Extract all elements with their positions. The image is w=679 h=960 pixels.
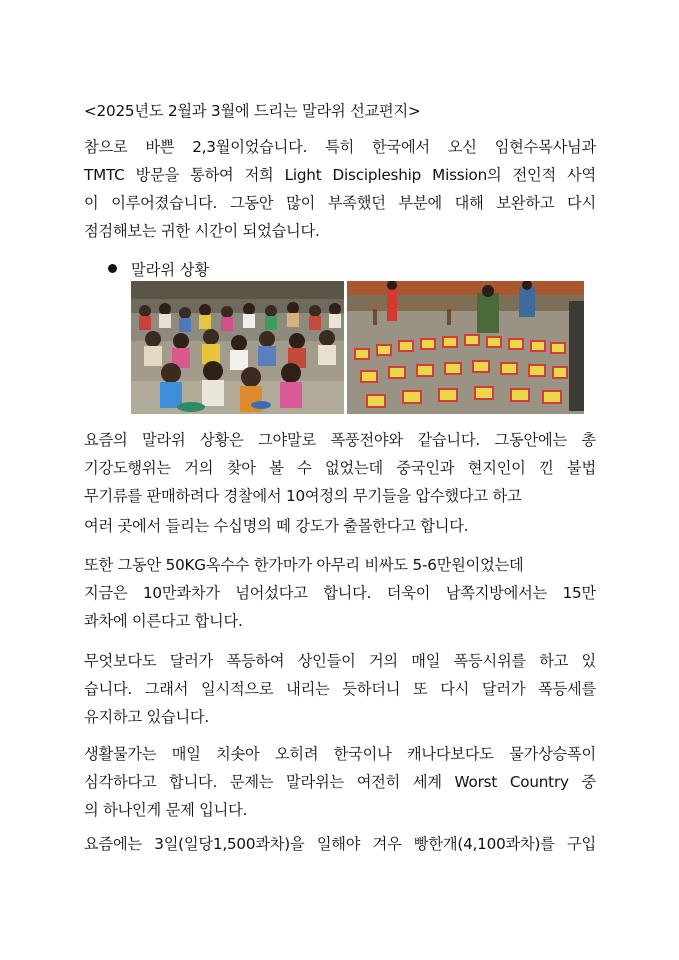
text-line: 무기류를 판매하려다 경찰에서 10여정의 무기들을 압수했다고 하고 xyxy=(84,487,522,505)
title-text: <2025년도 2월과 3월에 드리는 말라위 선교편지> xyxy=(84,102,421,120)
text-line: 무엇보다도 달러가 폭등하여 상인들이 거의 매일 폭등시위를 하고 있 xyxy=(84,652,596,670)
dollar-paragraph xyxy=(84,647,596,731)
corn-price-paragraph xyxy=(84,551,596,635)
text-line: 이 이루어졌습니다. 그동안 많이 부족했던 부분에 대해 보완하고 다시 xyxy=(84,194,596,212)
letter-title xyxy=(84,97,596,125)
bullet-label: 말라위 상황 xyxy=(131,261,210,279)
text-line: 또한 그동안 50KG옥수수 한가마가 아무리 비싸도 5-6만원이었는데 xyxy=(84,556,524,574)
situation-paragraph xyxy=(84,426,596,510)
bullet-icon xyxy=(108,264,117,273)
text-line: 유지하고 있습니다. xyxy=(84,708,210,726)
text-line: 요즘에는 3일(일당1,500콰차)을 일해야 겨우 빵한개(4,100콰차)를 구입 xyxy=(84,835,596,853)
text-line: 참으로 바쁜 2,3월이었습니다. 특히 한국에서 오신 임현수목사님과 xyxy=(84,138,596,156)
text-line: 지금은 10만콰차가 넘어섰다고 합니다. 더욱이 남쪽지방에서는 15만 xyxy=(84,584,596,602)
text-line: 콰차에 이른다고 합니다. xyxy=(84,612,243,630)
text-line: 생활물가는 매일 치솟아 오히려 한국이나 캐나다보다도 물가상승폭이 xyxy=(84,745,596,763)
bullet-item xyxy=(108,258,209,282)
text-line: 기강도행위는 거의 찾아 볼 수 없었는데 중국인과 현지인이 낀 불법 xyxy=(84,459,596,477)
text-line: 요즘의 말라위 상황은 그야말로 폭풍전야와 같습니다. 그동안에는 총 xyxy=(84,431,596,449)
text-line: 점검해보는 귀한 시간이 되었습니다. xyxy=(84,222,320,240)
text-line: 심각하다고 합니다. 문제는 말라위는 여전히 세계 Worst Country 중 xyxy=(84,773,596,791)
food-packages-photo-icon xyxy=(347,281,584,414)
text-line: TMTC 방문을 통하여 저희 Light Discipleship Mission의 전인적 사역 xyxy=(84,166,596,184)
wage-paragraph xyxy=(84,830,596,858)
photo-strip xyxy=(131,281,584,414)
text-line: 의 하나인게 문제 입니다. xyxy=(84,801,248,819)
food-packages-photo xyxy=(347,281,584,414)
children-gathering-photo xyxy=(131,281,344,414)
text-line: 여러 곳에서 들리는 수십명의 떼 강도가 출몰한다고 합니다. xyxy=(84,517,469,535)
situation-paragraph-continued xyxy=(84,512,596,540)
intro-paragraph xyxy=(84,133,596,245)
prices-paragraph xyxy=(84,740,596,824)
children-photo-icon xyxy=(131,281,344,414)
text-line: 습니다. 그래서 일시적으로 내리는 듯하더니 또 다시 달러가 폭등세를 xyxy=(84,680,596,698)
